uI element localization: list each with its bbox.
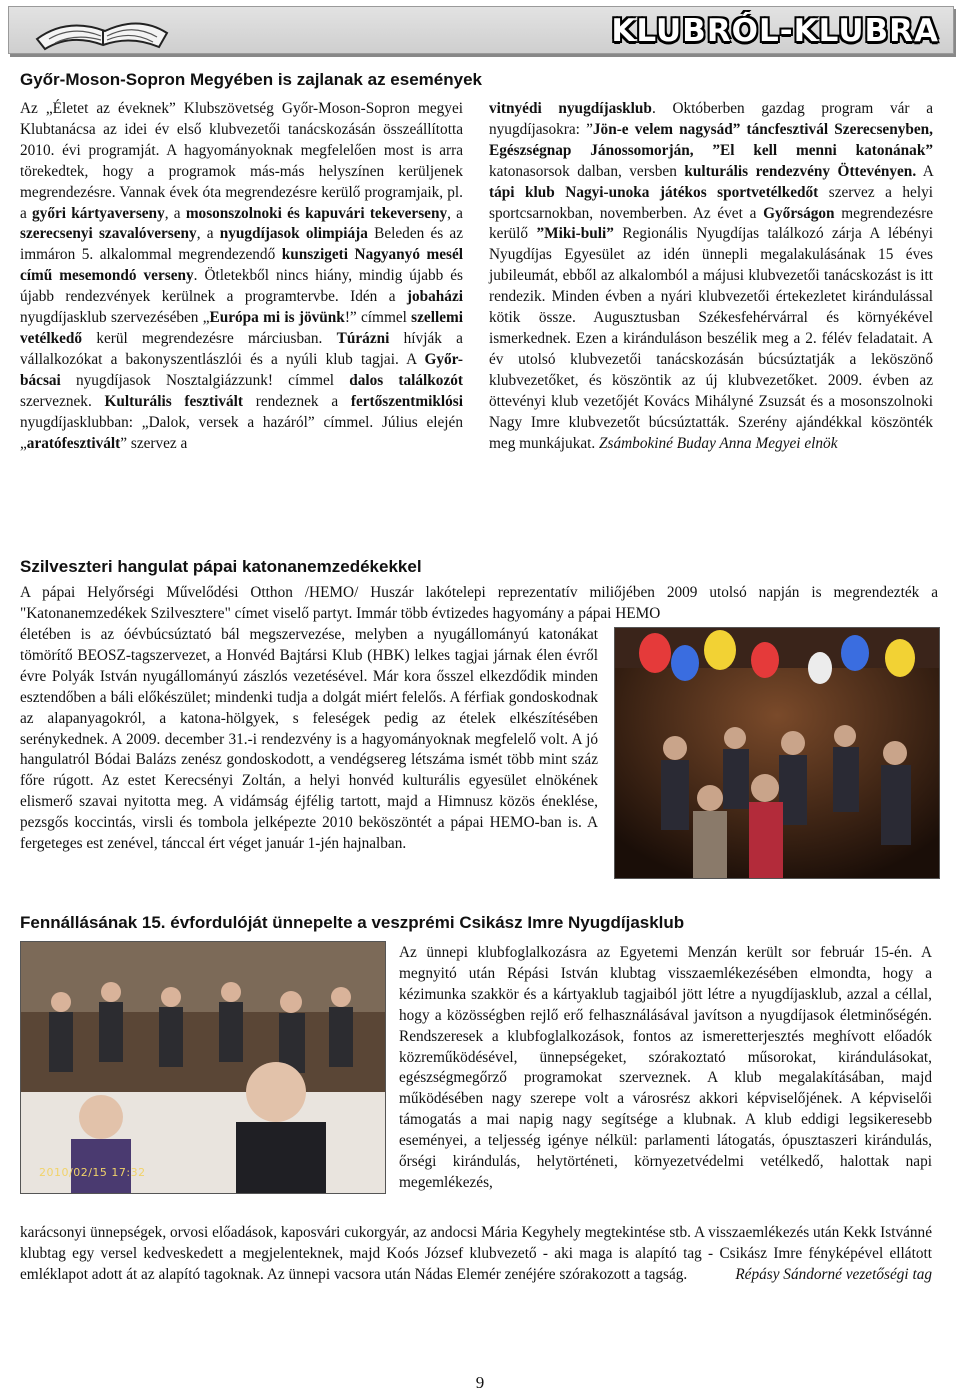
- article1-col2-segment: Regionális Nyugdíjas találkozó zárja A lébényi Nyugdíjas Egyesület az idén ünnepli megalakulásának 15 éves jubileumát, ebből az alkalomból a májusi klubvezetői tanácskozást is itt rendezik. Minden évben a nyári klubvezetői értekezletet kirándulással kötik össze. Augusztusban Székesfehérvárral és környékével ismerkednek. Ezen a kiránduláson beszélik meg a 2. félév feladatait. A év utolsó klubvezetői tanácskozásán búcsúztatják a leköszönő klubvezetőket, és köszöntik az új klubvezetőket. 2009. évben az öttevényi klub vezetőjét Kovács Mihályné Zsuzsát és a mosonszolnoki Nagy Imre klubvezetőt búcsúztatták. Szerény ajándékkal köszönték meg munkájukat.: [489, 225, 934, 452]
- article2-body: életében is az óévbúcsúztató bál megszervezése, melyben a nyugállományú katonákat tömörítő BEOSZ-tagszervezet, a Honvéd Bajtársi Klub (HBK) lelkes tagjai járnak élen évről évre Polyák István nyugállományú zászlós vezetésével. Már kora ősszel elkezdődik minden esztendőben a báli előkészület; mindenki tudja a dolgát miért felelős. A férfiak gondoskodnak az alapanyagokról, a katona-hölgyek, s feleségek pedig az ételek elkészítésében serénykednek. A 2009. december 31.-i rendezvény is a hagyományoknak megfelelő volt. A jó hangulatról Bódai Balázs zenész gondoskodott, a vendégsereg létszáma ismét több mint száz főre rúgott. Az estet Kerecsényi Zoltán, a helyi honvéd kulturális egyesület elnökének elismerő szavai nyitotta meg. A vidámság éjfélig tartott, majd a Himnusz közös éneklése, pezsgős koccintás, virsli és tombola jelképezte 2010 beköszöntét a pápai HEMO-ban is. A fergeteges est zenével, tánccal ért véget január 1-jén hajnalban.: [20, 626, 598, 853]
- article1-col1-segment: Kulturális fesztivált: [104, 392, 243, 410]
- article1-col1-segment: Túrázni: [336, 329, 390, 347]
- article3-body: Az ünnepi klubfoglalkozásra az Egyetemi Menzán került sor február 15-én. A megnyitó után Répási István klubtag visszaemlékezésében elmondta, hogy a kézimunka szakkör és a kártyaklub tagjaiból jött létre a nyugdíjasklub, azzal a céllal, hogy a közösségben rejlő erő felhasználásával javítson a nyugdíjasok életminőségén. Rendszeresek a klubfoglalkozások, fontos az ismeretterjesztés meghívott előadók közreműködésével, ünnepségeket, szórakoztató műsorokat, kirándulásokat, egészségmegőrző programokat szerveznek. A klub megalakításában, majd működésében nagy szerepe volt a városrész akkori képviselőjének. A képviselői támogatás a mai napig nagy segítsége a klubnak. A klub eddigi legsikeresebb eseményei, a teljesség igénye nélkül: parlamenti látogatás, ópusztaszeri kirándulás, őrségi kirándulás, helytörténeti, környezetvédelmi vetélkedő, halottak napi megemlékezés,: [399, 944, 932, 1191]
- article1-col2-segment: A: [916, 162, 933, 180]
- article1-col1-segment: nyugdíjasklubban: „Dalok, versek a hazáról” címmel. Július elején „: [20, 413, 463, 452]
- article1-col2-segment: Jön-e velem nagysád” táncfesztivál Szerecsenyben, Egészségnap Jánossomorján, ”El kell menni katonának”: [489, 120, 933, 159]
- article1-col2-segment: tápi klub Nagyi-unoka játékos sportvetélkedőt: [489, 183, 819, 201]
- article1-col1-segment: jobaházi: [406, 288, 463, 306]
- article1-column2: [489, 99, 933, 454]
- article1-col1-segment: nyugdíjasok olimpiája: [219, 225, 368, 243]
- article1-col2-segment: szervez a helyi sportcsarnokban, novemberben. Az évet a: [489, 183, 933, 222]
- article1-col1-segment: . Ötletekből nincs hiány, mindig újabb és újabb rendezvények kerülnek a programtervbe. Idén a: [20, 267, 463, 306]
- article1-col1-segment: Európa mi is jövünk: [209, 309, 345, 327]
- article1-col1-segment: Beleden és az immáron 5. alkalommal megrendezendő: [20, 225, 463, 264]
- article1-col1-segment: szerveznek.: [20, 392, 105, 410]
- article1-col1-segment: nyugdíjasklub szervezésében „: [20, 309, 210, 327]
- article3-tail-text: karácsonyi ünnepségek, orvosi előadások, kaposvári cukorgyár, az andocsi Mária Kegyhely megtekintése stb. A visszaemlékezés után Kekk Istvánné klubtag egy versel kedveskedett a megjelenteknek, majd Koós József klubvezető - aki maga is alapító tag - Csikász Imre fényképével ellátott emléklapot adott át az alapító tagoknak. Az ünnepi vacsora után Nádas Elemér zenéjére szórakozott a tagság.: [20, 1224, 932, 1283]
- article1-col1-segment: szellemi vetélkedő: [20, 309, 463, 347]
- article1-col1-segment: kerül megrendezésre márciusban.: [82, 329, 337, 347]
- article1-col2-segment: Zsámbokiné Buday Anna Megyei elnök: [599, 434, 838, 452]
- article1-col2-segment: Győrságon: [763, 204, 835, 222]
- article1-col2-segment: . Októberben gazdag program vár a nyugdíjasokra: ”: [489, 100, 933, 138]
- article1-col1-segment: nyugdíjasok Nosztalgiázzunk! címmel: [60, 371, 350, 389]
- article1-col2-segment: katonasorsok dalban, versben: [489, 162, 685, 180]
- article1-col1-segment: aratófesztivált: [26, 434, 121, 452]
- club-anniversary-photo: [20, 941, 386, 1194]
- article1-col2-segment: megrendezésre kerülő: [489, 204, 933, 243]
- article1-col1-segment: győri kártyaverseny: [32, 204, 165, 222]
- article3-signature: Répásy Sándorné vezetőségi tag: [735, 1265, 932, 1283]
- article1-col1-segment: hívják a vállalkozókat a bakonyszentlászlói és a nyúli klub tagjai. A: [20, 329, 463, 368]
- article1-col1-segment: , a: [164, 204, 186, 222]
- new-years-party-photo: [614, 627, 940, 879]
- photo-date-stamp: 2010/02/15 17:32: [39, 1166, 146, 1179]
- masthead-title: KLUBRÓL-KLUBRA: [611, 13, 939, 49]
- open-book-logo-icon: [27, 9, 177, 53]
- article1-col1-segment: mosonszolnoki és kapuvári tekeverseny: [185, 204, 448, 222]
- article1-col1-segment: ” szervez a: [120, 434, 188, 452]
- header-banner: [8, 6, 954, 54]
- article1-col1-segment: szerecsenyi szavalóverseny: [20, 225, 197, 243]
- page-number: 9: [475, 1373, 485, 1392]
- article3-tail: [20, 1223, 932, 1286]
- article1-col1-segment: dalos találkozót: [349, 371, 463, 389]
- article1-title: Győr-Moson-Sopron Megyében is zajlanak az események: [20, 70, 482, 89]
- article1-col1-segment: , a: [447, 204, 463, 222]
- article1-col1-segment: Győr-bácsai: [20, 350, 463, 389]
- article1-col1-segment: rendeznek a: [243, 392, 351, 410]
- article1-col2-segment: kulturális rendezvény Öttevényen.: [684, 162, 917, 180]
- article1-col1-segment: fertőszentmiklósi: [350, 392, 463, 410]
- article1-column1: [20, 99, 463, 454]
- article2-title: Szilveszteri hangulat pápai katonanemzedékekkel: [20, 557, 422, 576]
- article1-col1-segment: kunszigeti Nagyanyó mesél című mesemondó verseny: [20, 246, 463, 285]
- article1-col2-segment: vitnyédi nyugdíjasklub: [489, 100, 652, 117]
- article1-col2-segment: ”Miki-buli”: [536, 225, 614, 243]
- article1-col1-segment: , a: [196, 225, 220, 243]
- article3-title: Fennállásának 15. évfordulóját ünnepelte a veszprémi Csikász Imre Nyugdíjasklub: [20, 913, 685, 932]
- article2-lead: A pápai Helyőrségi Művelődési Otthon /HEMO/ Huszár lakótelepi reprezentatív miliőjében 2009 utolsó napján is megrendezték a "Katonanemzedékek Szilvesztere" címet viselő partyt. Immár több évtizedes hagyomány a pápai HEMO: [20, 584, 938, 622]
- article1-col1-segment: !” címmel: [344, 309, 412, 327]
- article1-col1-segment: Az „Életet az éveknek” Klubszövetség Győr-Moson-Sopron megyei Klubtanácsa az idei év első klubvezetői tanácskozásán összeállította 2010. évi programját. A hagyományoknak megfelelően most is arra törekedtek, hogy a programok más-más helyszínen kerüljenek megrendezésre. Vannak évek óta megrendezésre kerülő programjaik, pl. a: [20, 100, 463, 222]
